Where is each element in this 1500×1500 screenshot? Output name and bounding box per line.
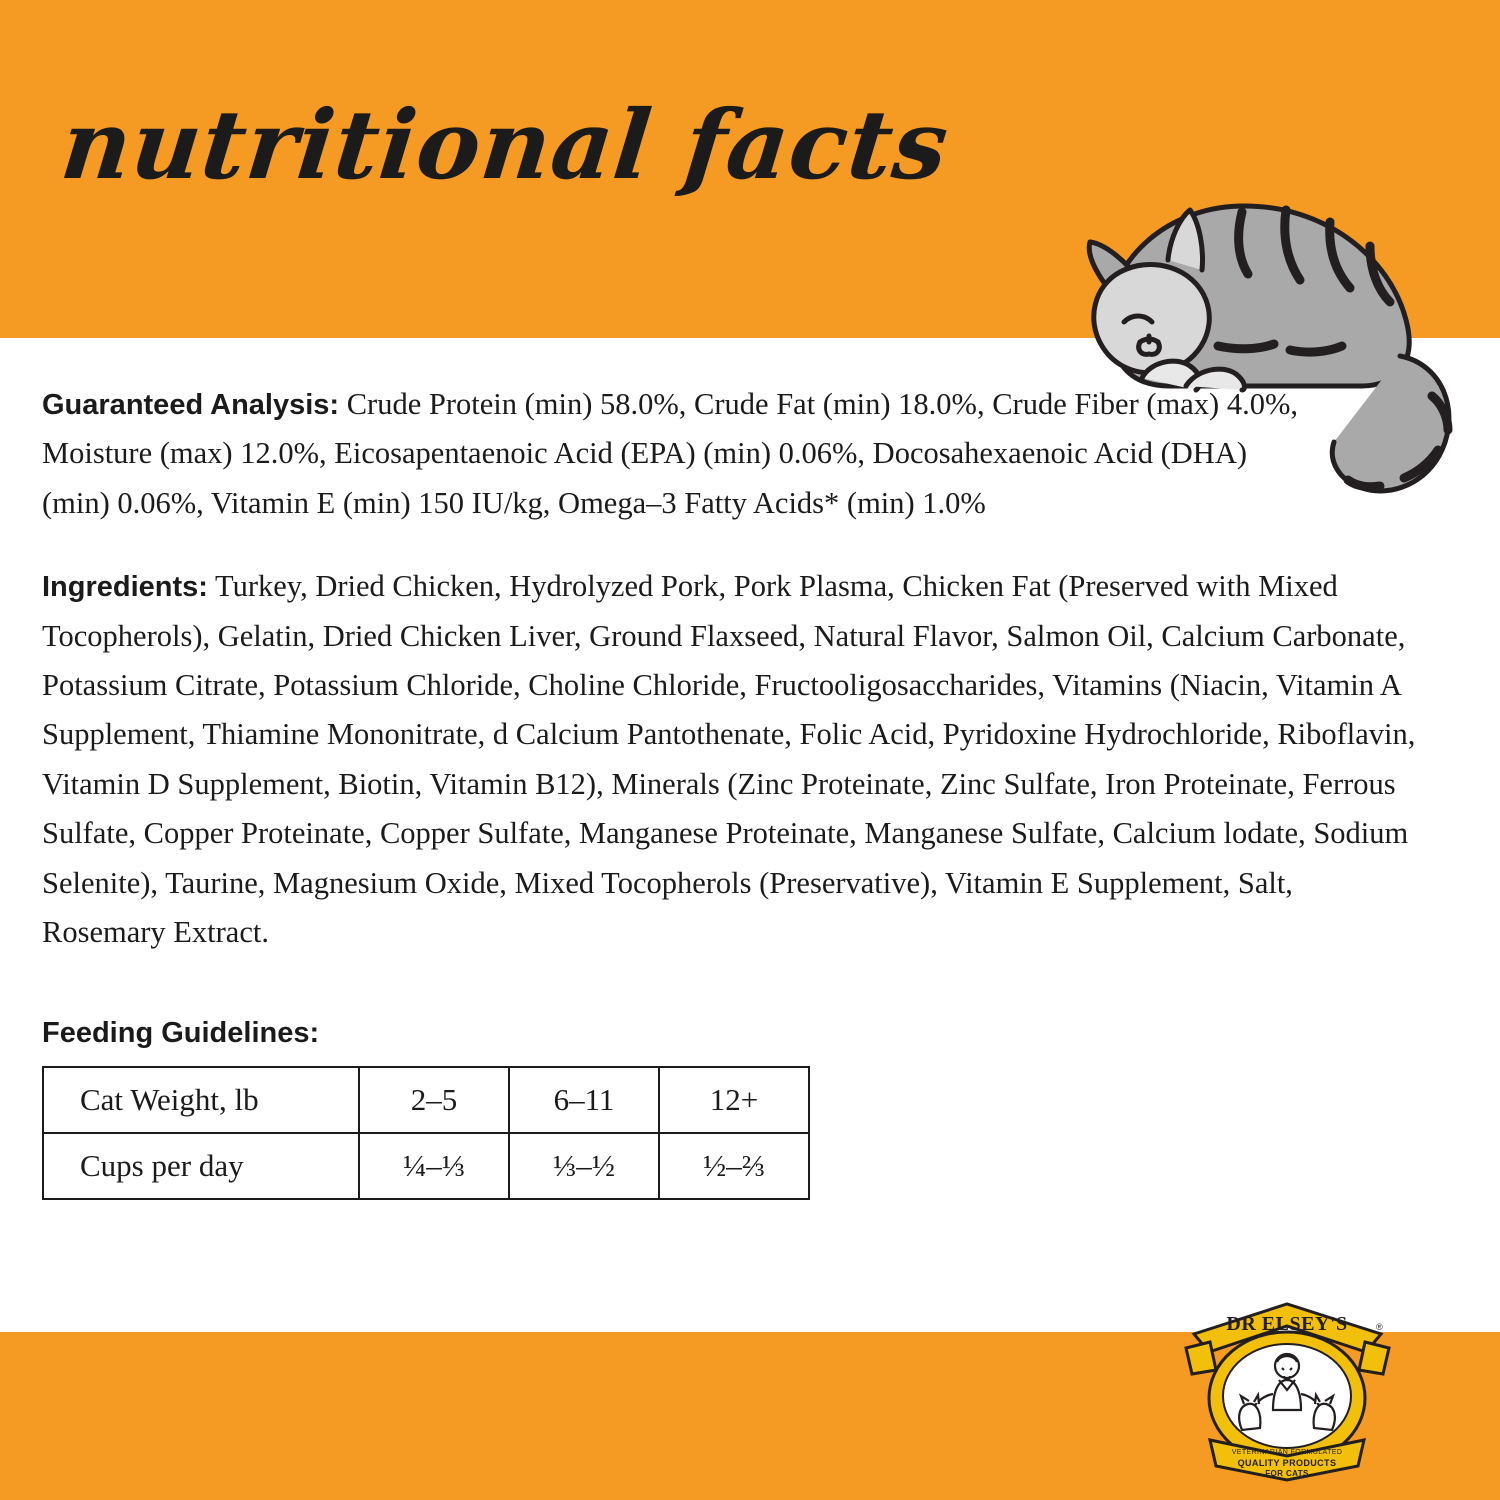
table-row — [43, 1133, 809, 1199]
cell-cups-label: Cups per day — [43, 1133, 359, 1199]
page-title: nutritional facts — [56, 90, 954, 201]
ingredients-label: Ingredients: — [42, 571, 208, 604]
guaranteed-analysis-text: Crude Protein (min) 58.0%, Crude Fat (min) 18.0%, Crude Fiber (max) 4.0%, Moisture (max) 12.0%, Eicosapentaenoic Acid (EPA) (min) 0.06%, Docosahexaenoic Acid (DHA)(min) 0.06%, Vitamin E (min) 150 IU/kg, Omega–3 Fatty Acids* (min) 1.0% — [42, 387, 1298, 520]
svg-text:®: ® — [1376, 1322, 1383, 1332]
cell-weight-3: 12+ — [659, 1067, 809, 1133]
cell-weight-label: Cat Weight, lb — [43, 1067, 359, 1133]
svg-text:FOR CATS: FOR CATS — [1265, 1469, 1309, 1478]
ingredients-block — [42, 562, 1422, 957]
cell-cups-3: ½–⅔ — [659, 1133, 809, 1199]
svg-text:QUALITY PRODUCTS: QUALITY PRODUCTS — [1237, 1458, 1337, 1468]
brand-logo — [1180, 1290, 1395, 1485]
cell-weight-1: 2–5 — [359, 1067, 509, 1133]
cell-cups-1: ¼–⅓ — [359, 1133, 509, 1199]
svg-text:DR ELSEY'S: DR ELSEY'S — [1226, 1313, 1348, 1335]
svg-text:VETERINARIAN FORMULATED: VETERINARIAN FORMULATED — [1231, 1449, 1343, 1456]
feeding-guidelines-label: Feeding Guidelines: — [42, 1017, 320, 1050]
panel-content — [42, 380, 1422, 1200]
table-row — [43, 1067, 809, 1133]
feeding-guidelines-table — [42, 1066, 810, 1200]
guaranteed-analysis-block — [42, 380, 1312, 528]
cell-weight-2: 6–11 — [509, 1067, 659, 1133]
cell-cups-2: ⅓–½ — [509, 1133, 659, 1199]
guaranteed-analysis-label: Guaranteed Analysis: — [42, 389, 340, 421]
ingredients-text: Turkey, Dried Chicken, Hydrolyzed Pork, Pork Plasma, Chicken Fat (Preserved with Mixed Tocopherols), Gelatin, Dried Chicken Liver, Ground Flaxseed, Natural Flavor, Salmon Oil, Calcium Carbonate, Potassium Citrate, Potassium Chloride, Choline Chloride, Fructooligosaccharides, Vitamins (Niacin, Vitamin A Supplement, Thiamine Mononitrate, d Calcium Pantothenate, Folic Acid, Pyridoxine Hydrochloride, Riboflavin, Vitamin D Supplement, Biotin, Vitamin B12), Minerals (Zinc Proteinate, Zinc Sulfate, Iron Proteinate, Ferrous Sulfate, Copper Proteinate, Copper Sulfate, Manganese Proteinate, Manganese Sulfate, Calcium lodate, Sodium Selenite), Taurine, Magnesium Oxide, Mixed Tocopherols (Preservative), Vitamin E Supplement, Salt, Rosemary Extract. — [42, 569, 1416, 950]
